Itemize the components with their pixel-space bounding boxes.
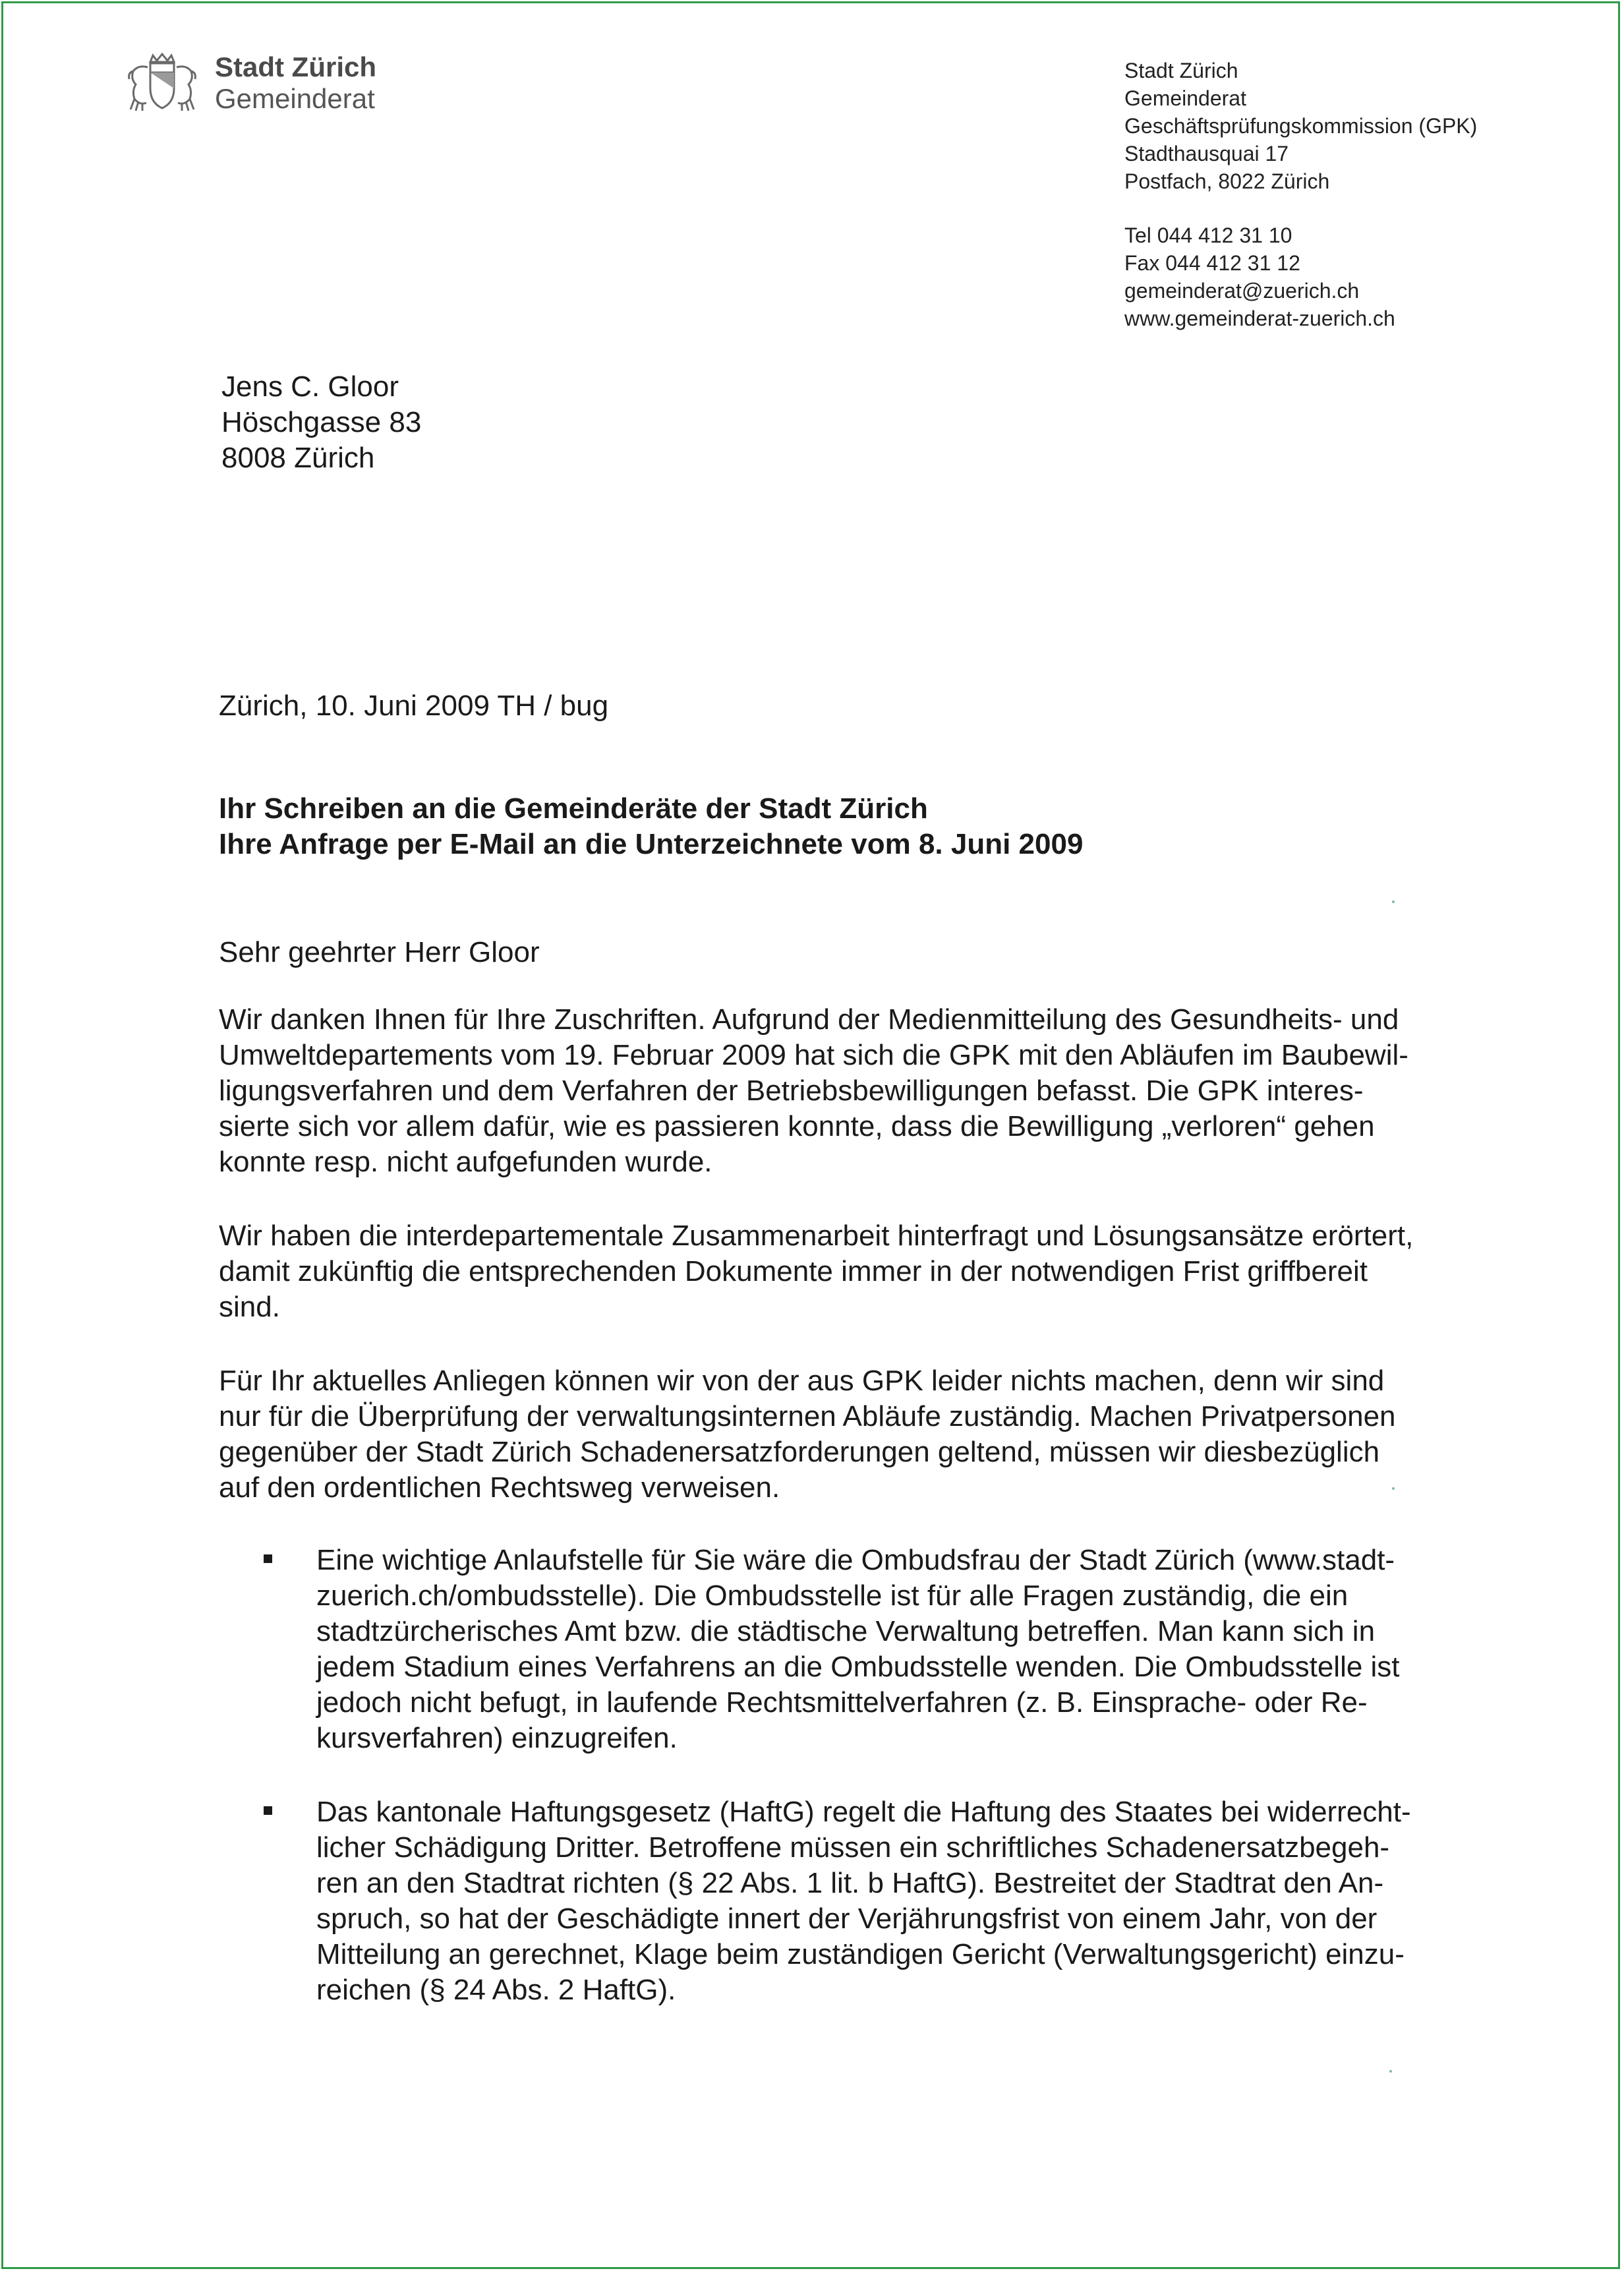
paragraph-line: sind. [219, 1291, 280, 1323]
bullet-line: licher Schädigung Dritter. Betroffene müssen ein schriftliches Schadenersatzbegeh- [316, 1831, 1390, 1864]
bullet-text [316, 1543, 1400, 1756]
body-paragraph [219, 1218, 1471, 1325]
body-paragraph [219, 1363, 1471, 1506]
subject-line: Ihre Anfrage per E-Mail an die Unterzeichnete vom 8. Juni 2009 [219, 828, 1084, 860]
dateline: Zürich, 10. Juni 2009 TH / bug [219, 690, 609, 722]
sender-phone: Tel 044 412 31 10 [1124, 223, 1292, 247]
bullet-line: reichen (§ 24 Abs. 2 HaftG). [316, 1974, 676, 2006]
sender-line: Stadthausquai 17 [1124, 142, 1289, 165]
bullet-square-icon [264, 1554, 272, 1563]
bullet-text [316, 1794, 1411, 2008]
paragraph-line: auf den ordentlichen Rechtsweg verweisen. [219, 1471, 780, 1504]
sender-address-block [1124, 57, 1477, 332]
paragraph-line: Wir haben die interdepartementale Zusammenarbeit hinterfragt und Lösungsansätze erörtert, [219, 1220, 1414, 1252]
bullet-square-icon [264, 1806, 272, 1815]
paragraph-line: sierte sich vor allem dafür, wie es passieren konnte, dass die Bewilligung „verloren“ gehen [219, 1110, 1375, 1142]
body-paragraph [219, 1002, 1471, 1180]
paragraph-line: nur für die Überprüfung der verwaltungsinternen Abläufe zuständig. Machen Privatpersonen [219, 1400, 1396, 1432]
scan-speck [1392, 1487, 1395, 1490]
letterhead-logo [127, 53, 376, 115]
bullet-line: Das kantonale Haftungsgesetz (HaftG) regelt die Haftung des Staates bei widerrecht- [316, 1796, 1411, 1828]
recipient-address-block [221, 369, 421, 476]
recipient-street: Höschgasse 83 [221, 406, 422, 438]
bullet-line: zuerich.ch/ombudsstelle). Die Ombudsstelle ist für alle Fragen zuständig, die ein [316, 1579, 1348, 1612]
sender-line: Postfach, 8022 Zürich [1124, 169, 1330, 193]
sender-website: www.gemeinderat-zuerich.ch [1124, 307, 1395, 330]
paragraph-line: Für Ihr aktuelles Anliegen können wir von der aus GPK leider nichts machen, denn wir sind [219, 1365, 1385, 1397]
paragraph-line: konnte resp. nicht aufgefunden wurde. [219, 1146, 712, 1178]
recipient-city: 8008 Zürich [221, 442, 375, 474]
bullet-line: jedoch nicht befugt, in laufende Rechtsmittelverfahren (z. B. Einsprache- oder Re- [316, 1686, 1368, 1719]
bullet-line: kursverfahren) einzugreifen. [316, 1722, 678, 1754]
paragraph-line: damit zukünftig die entsprechenden Dokumente immer in der notwendigen Frist griffbereit [219, 1255, 1368, 1287]
subject-block [219, 791, 1083, 862]
recipient-name: Jens C. Gloor [221, 370, 399, 403]
salutation: Sehr geehrter Herr Gloor [219, 936, 540, 968]
bullet-line: ren an den Stadtrat richten (§ 22 Abs. 1 lit. b HaftG). Bestreitet der Stadtrat den An- [316, 1867, 1384, 1899]
sender-fax: Fax 044 412 31 12 [1124, 251, 1300, 275]
scan-speck [1389, 2070, 1392, 2073]
paragraph-line: ligungsverfahren und dem Verfahren der Betriebsbewilligungen befasst. Die GPK interes- [219, 1075, 1364, 1107]
sender-line: Stadt Zürich [1124, 59, 1238, 82]
coat-of-arms-icon [127, 53, 198, 113]
scan-speck [1392, 900, 1395, 903]
bullet-line: Eine wichtige Anlaufstelle für Sie wäre die Ombudsfrau der Stadt Zürich (www.stadt- [316, 1544, 1395, 1576]
letterhead-org-name: Stadt Zürich [215, 51, 377, 82]
letterhead-suborg-name: Gemeinderat [215, 83, 375, 114]
paragraph-line: gegenüber der Stadt Zürich Schadenersatzforderungen geltend, müssen wir diesbezüglich [219, 1436, 1380, 1468]
subject-line: Ihr Schreiben an die Gemeinderäte der Stadt Zürich [219, 792, 928, 825]
sender-spacer [1124, 195, 1477, 221]
bullet-line: spruch, so hat der Geschädigte innert der Verjährungsfrist von einem Jahr, von der [316, 1903, 1378, 1935]
bullet-line: jedem Stadium eines Verfahrens an die Ombudsstelle wenden. Die Ombudsstelle ist [316, 1651, 1400, 1683]
bullet-line: Mitteilung an gerechnet, Klage beim zuständigen Gericht (Verwaltungsgericht) einzu- [316, 1938, 1405, 1970]
sender-line: Geschäftsprüfungskommission (GPK) [1124, 114, 1478, 138]
sender-line: Gemeinderat [1124, 86, 1246, 110]
paragraph-line: Wir danken Ihnen für Ihre Zuschriften. Aufgrund der Medienmitteilung des Gesundheits- und [219, 1003, 1399, 1036]
paragraph-line: Umweltdepartements vom 19. Februar 2009 hat sich die GPK mit den Abläufen im Baubewil- [219, 1039, 1408, 1071]
sender-email: gemeinderat@zuerich.ch [1124, 279, 1360, 303]
bullet-line: stadtzürcherisches Amt bzw. die städtische Verwaltung betreffen. Man kann sich in [316, 1615, 1376, 1647]
